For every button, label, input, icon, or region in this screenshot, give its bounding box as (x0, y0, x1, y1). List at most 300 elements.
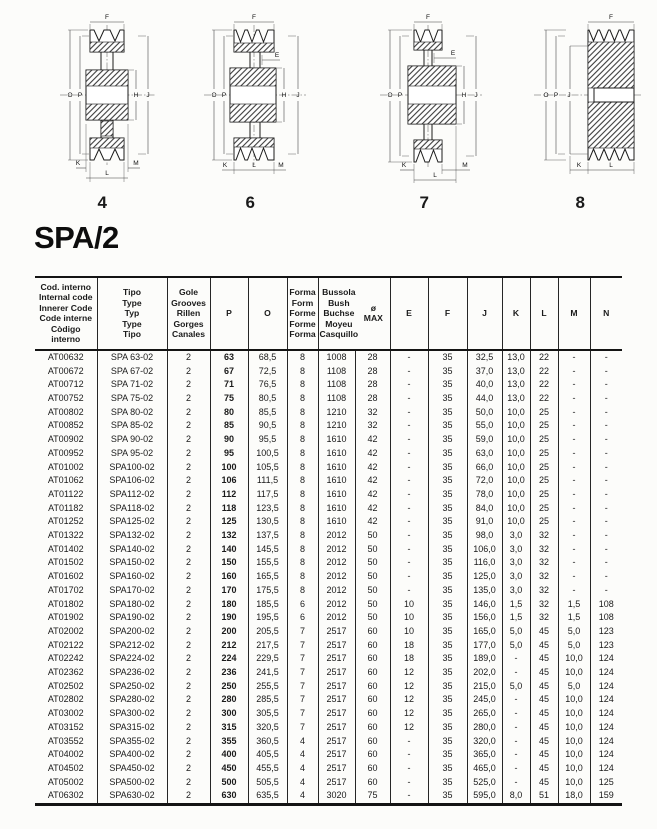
cell-internal-code: AT01502 (47, 557, 84, 568)
cell-internal-code: AT01802 (47, 598, 84, 609)
table-body (35, 350, 622, 805)
cell-m: - (558, 584, 590, 598)
page-title: SPA/2 (34, 220, 119, 255)
col-header-diameter-max: ø MAX (358, 303, 388, 324)
cell-internal-code: AT01602 (47, 571, 84, 582)
cell-k: - (502, 762, 530, 776)
cell-type: SPA315-02 (97, 721, 167, 735)
cell-n: - (590, 461, 622, 475)
cell-grooves: 2 (167, 776, 210, 790)
cell-l: 32 (530, 543, 558, 557)
cell-l: 32 (530, 584, 558, 598)
cell-bush: 2517 (318, 776, 355, 790)
cell-e: 12 (390, 693, 428, 707)
cell-j: 202,0 (467, 666, 502, 680)
cell-bush: 2517 (318, 693, 355, 707)
cell-grooves: 2 (167, 611, 210, 625)
cell-m: - (558, 461, 590, 475)
cell-form: 8 (287, 419, 318, 433)
cell-grooves: 2 (167, 652, 210, 666)
dim-label-k: K (401, 162, 407, 169)
cell-type: SPA180-02 (97, 598, 167, 612)
col-header-j: J (467, 277, 502, 350)
col-header-bush: Bussola Bush Buchse Moyeu Casquillo (319, 287, 359, 340)
cell-p: 236 (210, 666, 248, 680)
dim-label-j: J (296, 92, 300, 99)
table-row (35, 598, 622, 612)
cell-f: 35 (428, 584, 467, 598)
cell-bush: 1610 (318, 474, 355, 488)
table-row (35, 502, 622, 516)
cell-m: 5,0 (558, 680, 590, 694)
cell-e: - (390, 502, 428, 516)
cell-l: 45 (530, 776, 558, 790)
cell-e: - (390, 570, 428, 584)
cell-o: 117,5 (248, 488, 287, 502)
cell-form: 7 (287, 666, 318, 680)
cell-m: 10,0 (558, 721, 590, 735)
cell-p: 150 (210, 556, 248, 570)
table-row (35, 584, 622, 598)
cell-e: 10 (390, 625, 428, 639)
cell-form: 4 (287, 776, 318, 790)
cell-n: 124 (590, 735, 622, 749)
cell-n: - (590, 447, 622, 461)
table-row (35, 419, 622, 433)
cell-e: - (390, 543, 428, 557)
cell-k: - (502, 652, 530, 666)
cell-d-max: 75 (355, 789, 390, 804)
cell-n: 124 (590, 762, 622, 776)
cell-bush: 2012 (318, 556, 355, 570)
cell-f: 35 (428, 515, 467, 529)
cell-k: - (502, 707, 530, 721)
cell-internal-code: AT01002 (47, 461, 84, 472)
cell-k: - (502, 721, 530, 735)
cell-bush: 2517 (318, 762, 355, 776)
cell-n: - (590, 570, 622, 584)
cell-j: 78,0 (467, 488, 502, 502)
cell-d-max: 50 (355, 556, 390, 570)
cell-j: 32,5 (467, 350, 502, 365)
cell-k: 10,0 (502, 447, 530, 461)
cell-j: 106,0 (467, 543, 502, 557)
cell-e: - (390, 748, 428, 762)
col-header-n: N (590, 277, 622, 350)
cell-d-max: 60 (355, 693, 390, 707)
cell-l: 25 (530, 461, 558, 475)
cell-k: - (502, 776, 530, 790)
cell-l: 32 (530, 598, 558, 612)
cell-o: 195,5 (248, 611, 287, 625)
cell-d-max: 50 (355, 611, 390, 625)
cell-bush: 2012 (318, 543, 355, 557)
cell-d-max: 28 (355, 350, 390, 365)
cell-j: 280,0 (467, 721, 502, 735)
cell-internal-code: AT01062 (47, 475, 84, 486)
cell-grooves: 2 (167, 666, 210, 680)
table-row (35, 680, 622, 694)
cell-d-max: 60 (355, 735, 390, 749)
cell-e: - (390, 776, 428, 790)
cell-bush: 2517 (318, 735, 355, 749)
cell-type: SPA132-02 (97, 529, 167, 543)
cell-bush: 1610 (318, 488, 355, 502)
cell-internal-code: AT01702 (47, 584, 84, 595)
table-row (35, 392, 622, 406)
cell-k: 3,0 (502, 529, 530, 543)
cell-grooves: 2 (167, 419, 210, 433)
cell-internal-code: AT00802 (47, 406, 84, 417)
cell-j: 63,0 (467, 447, 502, 461)
cell-p: 300 (210, 707, 248, 721)
cell-m: 10,0 (558, 693, 590, 707)
cell-k: 10,0 (502, 488, 530, 502)
cell-type: SPA118-02 (97, 502, 167, 516)
pulley-body (86, 30, 128, 160)
cell-l: 45 (530, 762, 558, 776)
cell-f: 35 (428, 378, 467, 392)
cell-m: - (558, 378, 590, 392)
cell-j: 215,0 (467, 680, 502, 694)
col-header-p: P (210, 277, 248, 350)
cell-m: 10,0 (558, 735, 590, 749)
table-row (35, 735, 622, 749)
cell-form: 7 (287, 625, 318, 639)
dim-label-f: F (252, 14, 256, 21)
cell-f: 35 (428, 693, 467, 707)
cell-p: 106 (210, 474, 248, 488)
dim-label-l: L (609, 162, 613, 169)
cell-p: 67 (210, 365, 248, 379)
cell-f: 35 (428, 433, 467, 447)
cell-m: - (558, 488, 590, 502)
cell-e: - (390, 584, 428, 598)
cell-k: 10,0 (502, 474, 530, 488)
cell-j: 146,0 (467, 598, 502, 612)
cell-e: - (390, 350, 428, 365)
cell-n: - (590, 365, 622, 379)
dim-label-e: E (450, 50, 456, 57)
cell-k: 1,5 (502, 611, 530, 625)
cell-form: 7 (287, 639, 318, 653)
cell-l: 25 (530, 447, 558, 461)
pulley-body (230, 30, 276, 160)
cell-o: 305,5 (248, 707, 287, 721)
cell-k: 13,0 (502, 350, 530, 365)
cell-grooves: 2 (167, 406, 210, 420)
cell-form: 8 (287, 392, 318, 406)
cell-form: 7 (287, 707, 318, 721)
dim-label-o: O (387, 92, 393, 99)
cell-j: 156,0 (467, 611, 502, 625)
cell-f: 35 (428, 474, 467, 488)
cell-p: 160 (210, 570, 248, 584)
cell-p: 280 (210, 693, 248, 707)
col-header-form: Forma Form Forme Forme Forma (287, 277, 318, 350)
cell-form: 8 (287, 461, 318, 475)
cell-f: 35 (428, 735, 467, 749)
cell-l: 32 (530, 556, 558, 570)
cell-p: 132 (210, 529, 248, 543)
cell-grooves: 2 (167, 762, 210, 776)
cell-e: - (390, 419, 428, 433)
cell-e: - (390, 735, 428, 749)
cell-o: 635,5 (248, 789, 287, 804)
cell-e: - (390, 433, 428, 447)
cell-p: 125 (210, 515, 248, 529)
dim-label-k: K (576, 162, 582, 169)
cell-o: 505,5 (248, 776, 287, 790)
cell-form: 8 (287, 515, 318, 529)
dim-label-o: O (211, 92, 217, 99)
cell-f: 35 (428, 721, 467, 735)
cell-f: 35 (428, 625, 467, 639)
table-row (35, 721, 622, 735)
cell-d-max: 42 (355, 461, 390, 475)
cell-internal-code: AT00902 (47, 434, 84, 445)
cell-bush: 2517 (318, 639, 355, 653)
cell-j: 44,0 (467, 392, 502, 406)
cell-k: 13,0 (502, 378, 530, 392)
cell-n: 123 (590, 639, 622, 653)
table-row (35, 378, 622, 392)
dim-label-j: J (146, 92, 150, 99)
cell-type: SPA224-02 (97, 652, 167, 666)
cell-l: 25 (530, 488, 558, 502)
cell-j: 59,0 (467, 433, 502, 447)
cell-o: 155,5 (248, 556, 287, 570)
cell-grooves: 2 (167, 680, 210, 694)
cell-e: 10 (390, 611, 428, 625)
cell-bush: 1610 (318, 461, 355, 475)
cell-o: 90,5 (248, 419, 287, 433)
cell-internal-code: AT02122 (47, 639, 84, 650)
cell-j: 125,0 (467, 570, 502, 584)
cell-d-max: 42 (355, 433, 390, 447)
cell-j: 91,0 (467, 515, 502, 529)
cell-l: 22 (530, 392, 558, 406)
cell-bush: 2517 (318, 625, 355, 639)
cell-o: 95,5 (248, 433, 287, 447)
cell-form: 4 (287, 762, 318, 776)
table-header (35, 277, 622, 350)
col-header-o: O (248, 277, 287, 350)
cell-j: 525,0 (467, 776, 502, 790)
cell-n: 124 (590, 680, 622, 694)
dim-label-m: M (278, 162, 284, 169)
cell-f: 35 (428, 365, 467, 379)
cell-o: 68,5 (248, 350, 287, 365)
cell-l: 25 (530, 474, 558, 488)
cell-grooves: 2 (167, 392, 210, 406)
cell-n: - (590, 433, 622, 447)
cell-e: - (390, 392, 428, 406)
cell-f: 35 (428, 680, 467, 694)
table-row (35, 570, 622, 584)
cell-j: 135,0 (467, 584, 502, 598)
cell-o: 320,5 (248, 721, 287, 735)
cell-o: 145,5 (248, 543, 287, 557)
cell-n: 124 (590, 748, 622, 762)
cell-d-max: 50 (355, 570, 390, 584)
cell-j: 465,0 (467, 762, 502, 776)
cell-internal-code: AT01252 (47, 516, 84, 527)
dim-label-p: P (553, 92, 559, 99)
cell-j: 116,0 (467, 556, 502, 570)
cell-n: - (590, 392, 622, 406)
pulley-body (570, 30, 634, 160)
cell-bush: 2517 (318, 666, 355, 680)
table-row (35, 776, 622, 790)
cell-type: SPA500-02 (97, 776, 167, 790)
cell-bush: 2012 (318, 584, 355, 598)
table-row (35, 762, 622, 776)
cell-form: 8 (287, 529, 318, 543)
cell-form: 8 (287, 365, 318, 379)
cell-n: - (590, 406, 622, 420)
dim-label-j: J (474, 92, 478, 99)
cell-l: 45 (530, 693, 558, 707)
cell-e: 12 (390, 707, 428, 721)
cell-internal-code: AT05002 (47, 776, 84, 787)
cell-form: 8 (287, 570, 318, 584)
cell-f: 35 (428, 419, 467, 433)
table-row (35, 474, 622, 488)
cell-d-max: 60 (355, 639, 390, 653)
cell-n: - (590, 419, 622, 433)
dim-label-m: M (133, 160, 139, 167)
cell-k: 10,0 (502, 461, 530, 475)
cell-m: 18,0 (558, 789, 590, 804)
cell-f: 35 (428, 598, 467, 612)
cell-type: SPA280-02 (97, 693, 167, 707)
cell-bush: 2517 (318, 680, 355, 694)
cell-type: SPA355-02 (97, 735, 167, 749)
cell-n: 125 (590, 776, 622, 790)
cell-bush: 1210 (318, 419, 355, 433)
cell-o: 205,5 (248, 625, 287, 639)
cell-l: 25 (530, 515, 558, 529)
cell-f: 35 (428, 762, 467, 776)
col-header-l: L (530, 277, 558, 350)
table-row (35, 611, 622, 625)
figure-number: 6 (245, 193, 256, 212)
cell-e: - (390, 488, 428, 502)
cell-form: 6 (287, 611, 318, 625)
cell-bush: 2012 (318, 611, 355, 625)
cell-n: 124 (590, 693, 622, 707)
pulley-body (408, 30, 456, 162)
cell-o: 185,5 (248, 598, 287, 612)
dim-label-h: H (461, 92, 467, 99)
cell-m: - (558, 406, 590, 420)
pulley-cross-section-form-7 (352, 6, 497, 184)
table-row (35, 748, 622, 762)
cell-n: - (590, 584, 622, 598)
cell-d-max: 60 (355, 625, 390, 639)
cell-p: 190 (210, 611, 248, 625)
cell-grooves: 2 (167, 721, 210, 735)
cell-form: 7 (287, 680, 318, 694)
cell-p: 140 (210, 543, 248, 557)
cell-m: 10,0 (558, 652, 590, 666)
cell-f: 35 (428, 447, 467, 461)
cell-type: SPA 80-02 (97, 406, 167, 420)
cell-j: 189,0 (467, 652, 502, 666)
table-row (35, 406, 622, 420)
cell-e: - (390, 461, 428, 475)
cell-l: 22 (530, 378, 558, 392)
dim-label-j: J (567, 92, 571, 99)
cell-m: - (558, 392, 590, 406)
cell-internal-code: AT02242 (47, 653, 84, 664)
col-header-internal-code: Cod. interno Internal code Innerer Code Code interne Còdigo interno (35, 277, 97, 350)
cell-d-max: 50 (355, 543, 390, 557)
cell-j: 50,0 (467, 406, 502, 420)
cell-n: 123 (590, 625, 622, 639)
cell-l: 45 (530, 680, 558, 694)
dim-label-l: L (105, 170, 109, 177)
cell-m: - (558, 350, 590, 365)
cell-o: 137,5 (248, 529, 287, 543)
cell-m: 10,0 (558, 762, 590, 776)
cell-l: 45 (530, 721, 558, 735)
cell-d-max: 60 (355, 680, 390, 694)
cell-form: 8 (287, 350, 318, 365)
cell-bush: 1108 (318, 392, 355, 406)
cell-m: - (558, 556, 590, 570)
cell-j: 177,0 (467, 639, 502, 653)
figure-form-8 (508, 6, 653, 213)
cell-bush: 2517 (318, 652, 355, 666)
dim-label-p: P (221, 92, 227, 99)
cell-k: 3,0 (502, 570, 530, 584)
col-header-bush-dmax (318, 277, 390, 350)
dim-label-f: F (426, 14, 430, 21)
cell-l: 22 (530, 365, 558, 379)
cell-p: 75 (210, 392, 248, 406)
cell-k: 5,0 (502, 625, 530, 639)
col-header-grooves: Gole Grooves Rillen Gorges Canales (167, 277, 210, 350)
cell-o: 229,5 (248, 652, 287, 666)
cell-f: 35 (428, 639, 467, 653)
cell-internal-code: AT00712 (47, 379, 84, 390)
cell-l: 45 (530, 625, 558, 639)
cell-k: - (502, 748, 530, 762)
cell-type: SPA150-02 (97, 556, 167, 570)
cell-f: 35 (428, 406, 467, 420)
cell-type: SPA400-02 (97, 748, 167, 762)
cell-f: 35 (428, 392, 467, 406)
cell-e: - (390, 406, 428, 420)
cell-grooves: 2 (167, 474, 210, 488)
cell-o: 76,5 (248, 378, 287, 392)
cell-grooves: 2 (167, 378, 210, 392)
cell-internal-code: AT00852 (47, 420, 84, 431)
cell-form: 4 (287, 735, 318, 749)
dim-label-m: M (462, 162, 468, 169)
cell-o: 455,5 (248, 762, 287, 776)
cell-bush: 1108 (318, 378, 355, 392)
cell-form: 8 (287, 474, 318, 488)
dim-label-l: L (252, 162, 256, 169)
cell-f: 35 (428, 502, 467, 516)
cell-form: 4 (287, 748, 318, 762)
cell-o: 405,5 (248, 748, 287, 762)
cell-d-max: 50 (355, 584, 390, 598)
dim-label-l: L (433, 172, 437, 179)
